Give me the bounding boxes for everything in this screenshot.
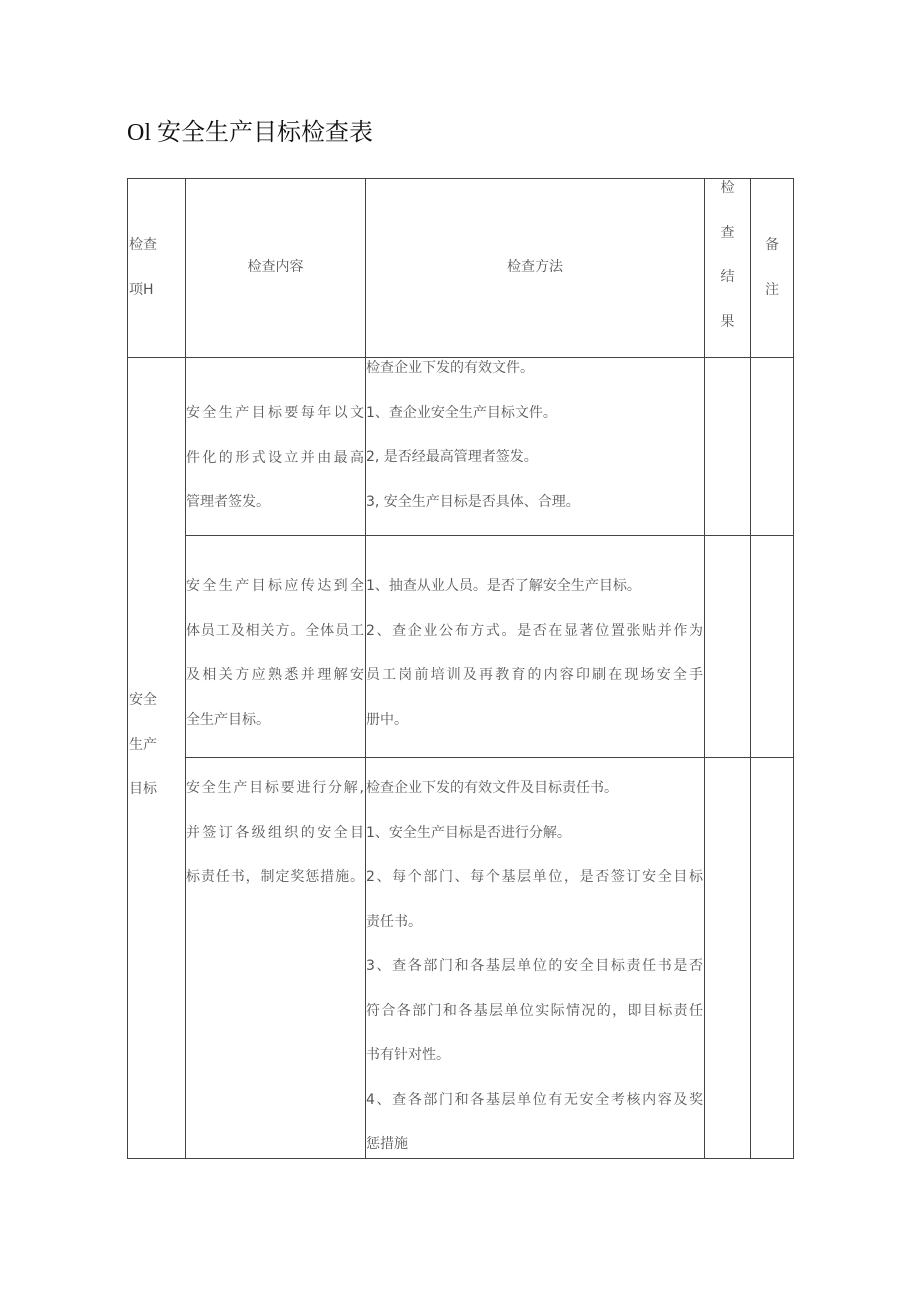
header-result bbox=[705, 166, 750, 344]
row-divider bbox=[185, 535, 793, 536]
content-line: 安全生产目标要每年以文 bbox=[186, 405, 364, 421]
row-3-method bbox=[366, 766, 703, 1167]
method-line: 4、查各部门和各基层单位有无安全考核内容及奖 bbox=[366, 1091, 703, 1108]
content-line: 标责任书，制定奖惩措施。 bbox=[186, 869, 364, 885]
header-content: 检查内容 bbox=[247, 259, 304, 275]
row-3-content bbox=[186, 766, 364, 900]
method-line: 1、安全生产目标是否进行分解。 bbox=[366, 824, 571, 841]
method-line: 符合各部门和各基层单位实际情况的，即目标责任 bbox=[366, 1002, 703, 1019]
content-line: 安全生产目标要进行分解, bbox=[186, 780, 364, 796]
method-line: 2、每个部门、每个基层单位，是否签订安全目标 bbox=[366, 869, 703, 885]
content-line: 安全生产目标应传达到全 bbox=[186, 578, 364, 594]
content-line: 管理者签发。 bbox=[186, 494, 270, 510]
header-item-line: 检查 bbox=[129, 237, 157, 253]
content-line: 并签订各级组织的安全目 bbox=[186, 824, 364, 841]
method-line: 3, 安全生产目标是否具体、合理。 bbox=[366, 493, 580, 510]
row-2-method bbox=[366, 564, 703, 742]
page-title: Ol 安全生产目标检查表 bbox=[127, 120, 373, 146]
method-line: 册中。 bbox=[366, 711, 408, 728]
method-line: 检查企业下发的有效文件及目标责任书。 bbox=[366, 780, 618, 796]
method-line: 1、抽查从业人员。是否了解安全生产目标。 bbox=[366, 578, 641, 594]
row-1-method bbox=[366, 346, 703, 524]
method-line: 2、查企业公布方式。是否在显著位置张贴并作为 bbox=[366, 622, 703, 639]
table-border bbox=[793, 178, 794, 1159]
method-line: 1、查企业安全生产目标文件。 bbox=[366, 404, 557, 421]
header-method: 检查方法 bbox=[507, 259, 563, 275]
table-border bbox=[127, 178, 128, 1159]
header-item-line: 项H bbox=[129, 281, 154, 298]
category-line: 安全 bbox=[129, 692, 157, 708]
content-line: 及相关方应熟悉并理解安 bbox=[186, 667, 364, 683]
header-item bbox=[129, 223, 157, 312]
header-remark-char: 注 bbox=[765, 281, 779, 298]
header-result-char: 结 bbox=[720, 269, 735, 285]
method-line: 员工岗前培训及再教育的内容印刷在现场安全手 bbox=[366, 667, 703, 683]
method-line: 责任书。 bbox=[366, 913, 422, 930]
content-line: 全生产目标。 bbox=[186, 711, 270, 728]
category-cell bbox=[129, 678, 157, 812]
method-line: 惩措施 bbox=[366, 1136, 408, 1152]
content-line: 件化的形式设立并由最高 bbox=[186, 449, 364, 466]
header-remark bbox=[751, 223, 793, 312]
header-remark-char: 备 bbox=[765, 237, 779, 253]
column-divider bbox=[750, 178, 751, 1159]
header-result-char: 查 bbox=[720, 224, 735, 241]
method-line: 3、查各部门和各基层单位的安全目标责任书是否 bbox=[366, 958, 703, 974]
category-line: 目标 bbox=[129, 781, 157, 797]
row-2-content bbox=[186, 564, 364, 742]
content-line: 体员工及相关方。全体员工 bbox=[186, 622, 364, 639]
row-divider bbox=[185, 757, 793, 758]
header-result-char: 果 bbox=[720, 313, 735, 330]
table-border bbox=[127, 178, 793, 179]
row-1-content bbox=[186, 391, 364, 525]
method-line: 检查企业下发的有效文件。 bbox=[366, 360, 534, 376]
header-result-char: 检 bbox=[720, 180, 735, 196]
method-line: 2, 是否经最高管理者签发。 bbox=[366, 449, 538, 465]
method-line: 书有针对性。 bbox=[366, 1047, 450, 1063]
category-line: 生产 bbox=[129, 736, 157, 753]
